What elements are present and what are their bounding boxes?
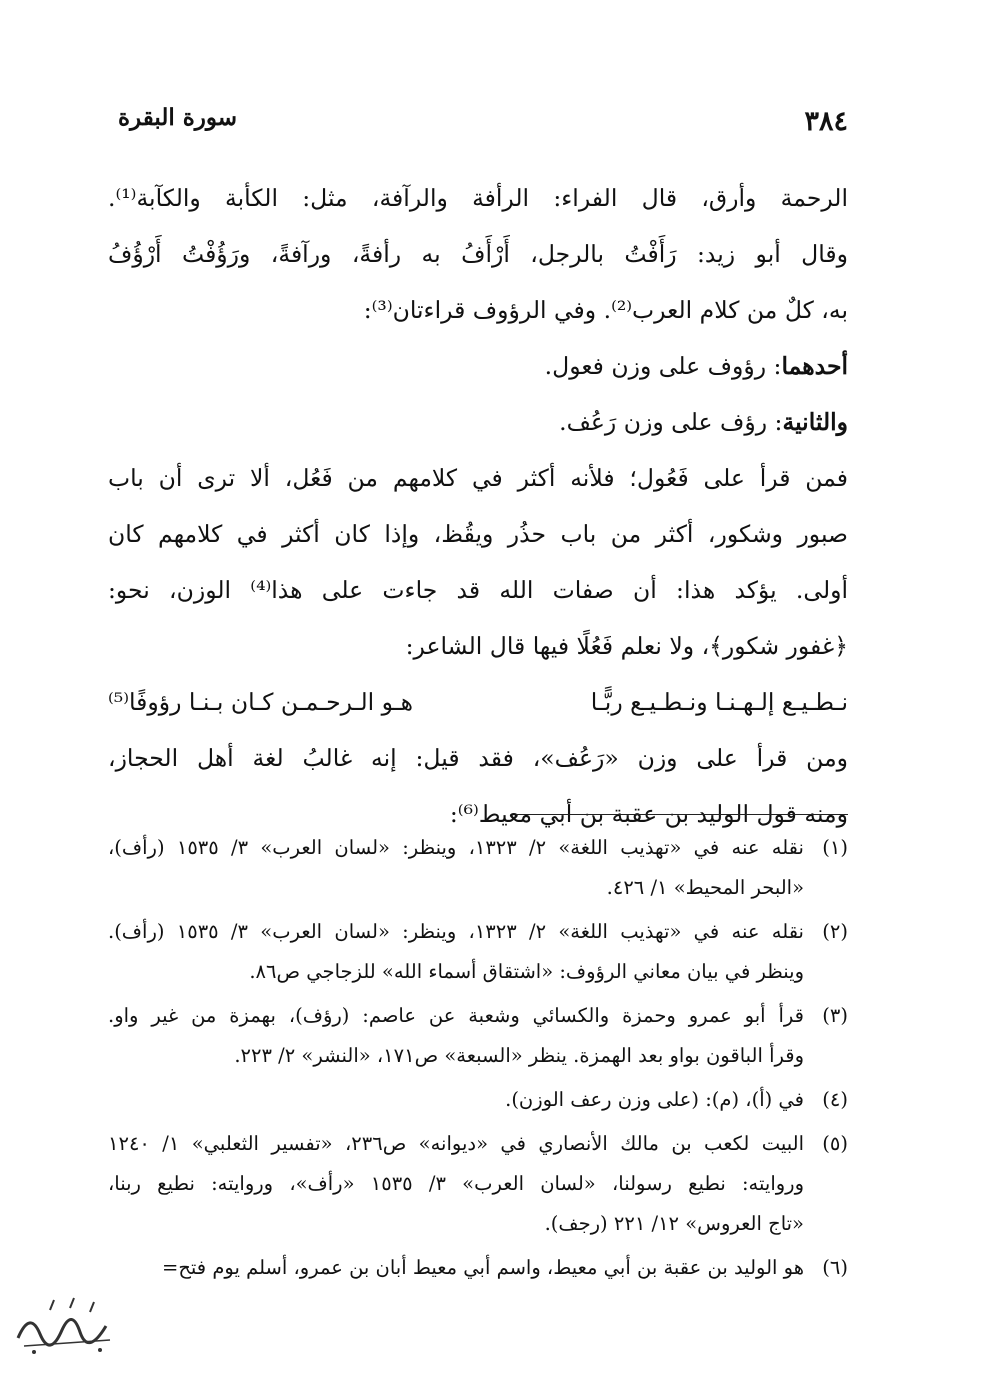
footnote-number: (٣) [822,1004,848,1027]
footnote-line: وينظر في بيان معاني الرؤوف: «اشتقاق أسماء الله» للزجاجي ص٨٦. [249,960,804,983]
footnote-number: (٤) [822,1088,848,1111]
footnote-divider [516,814,848,815]
footnote-line: «تاج العروس» ١٢/ ٢٢١ (رجف). [544,1212,804,1235]
footnote-line: في (أ)، (م): (على وزن رعف الوزن). [505,1088,804,1111]
footnote-line: وقرأ الباقون بواو بعد الهمزة. ينظر «السبعة» ص١٧١، «النشر» ٢/ ٢٢٣. [234,1044,804,1067]
footnote-line: نقله عنه في «تهذيب اللغة» ٢/ ١٣٢٣، وينظر: «لسان العرب» ٣/ ١٥٣٥ (رأف). [108,920,804,943]
text-line: ومنه قول الوليد بن عقبة بن أبي معيط⁽⁶⁾: [449,800,848,828]
poetry-verse [108,674,848,730]
text-line: وقال أبو زيد: رَأَفْتُ بالرجل، أَرْأَفُ به رأفةً، ورآفةً، ورَؤُفْتُ أَرْؤُفُ [108,240,848,268]
footnote-number: (٢) [822,920,848,943]
text-line: أولى. يؤكد هذا: أن صفات الله قد جاءت على هذا⁽⁴⁾ الوزن، نحو: [108,576,849,604]
reading-text: : رؤوف على وزن فعول. [544,352,782,380]
footnote-line: «البحر المحيط» ١/ ٤٢٦. [606,876,804,899]
text-line [108,394,848,450]
footnote [108,828,848,908]
verse-first-hemistich: نـطـيـع إلـهـنـا ونـطـيـع ربًّـا [590,688,848,716]
footnote-number: (١) [822,836,848,859]
footnote-line: قرأ أبو عمرو وحمزة والكسائي وشعبة عن عاصم: (رؤف)، بهمزة من غير واو. [108,1004,804,1027]
page-header [108,100,848,140]
main-text [108,170,848,842]
text-line: فمن قرأ على فَعُول؛ فلأنه أكثر في كلامهم من فَعُل، ألا ترى أن باب [108,464,848,492]
text-line: به، كلٌ من كلام العرب⁽²⁾. وفي الرؤوف قراءتان⁽³⁾: [363,296,848,324]
text-line [108,338,848,394]
reading-label: أحدهما [781,352,848,380]
footnote-line: وروايته: نطيع رسولنا، «لسان العرب» ٣/ ١٥٣٥ «رأف»، وروايته: نطيع ربنا، [108,1172,804,1195]
text-line: صبور وشكور، أكثر من باب حذُر ويقُظ، وإذا كان أكثر في كلامهم كان [108,520,848,548]
text-line: ﴿غفور شكور﴾، ولا نعلم فَعُلًا فيها قال الشاعر: [405,632,848,660]
watermark-logo [10,1290,120,1360]
text-line: ومن قرأ على وزن «رَعُف»، فقد قيل: إنه غالبُ لغة أهل الحجاز، [108,744,848,772]
footnote [108,912,848,992]
verse-second-hemistich: هـو الـرحـمـن كـان بـنـا رؤوفًا⁽⁵⁾ [108,688,414,716]
book-page [108,100,848,1310]
text-line: الرحمة وأرق، قال الفراء: الرأفة والرآفة، مثل: الكأبة والكآبة⁽¹⁾. [108,184,848,212]
reading-text: : رؤف على وزن رَعُف. [559,408,783,436]
footnote [108,996,848,1076]
footnote-number: (٥) [822,1132,848,1155]
footnote [108,1248,848,1288]
footnote-line: البيت لكعب بن مالك الأنصاري في «ديوانه» ص٢٣٦، «تفسير الثعلبي» ١/ ١٢٤٠ [108,1132,804,1155]
page-number: ٣٨٤ [804,106,848,137]
footnote-line: نقله عنه في «تهذيب اللغة» ٢/ ١٣٢٣، وينظر: «لسان العرب» ٣/ ١٥٣٥ (رأف)، [108,836,804,859]
reading-label: والثانية [782,408,848,436]
footnote-number: (٦) [822,1256,848,1279]
footnote [108,1124,848,1244]
footnote-line: هو الوليد بن عقبة بن أبي معيط، واسم أبي معيط أبان بن عمرو، أسلم يوم فتح= [162,1256,804,1279]
footnote [108,1080,848,1120]
footnotes [108,828,848,1292]
surah-title: سورة البقرة [118,104,238,131]
